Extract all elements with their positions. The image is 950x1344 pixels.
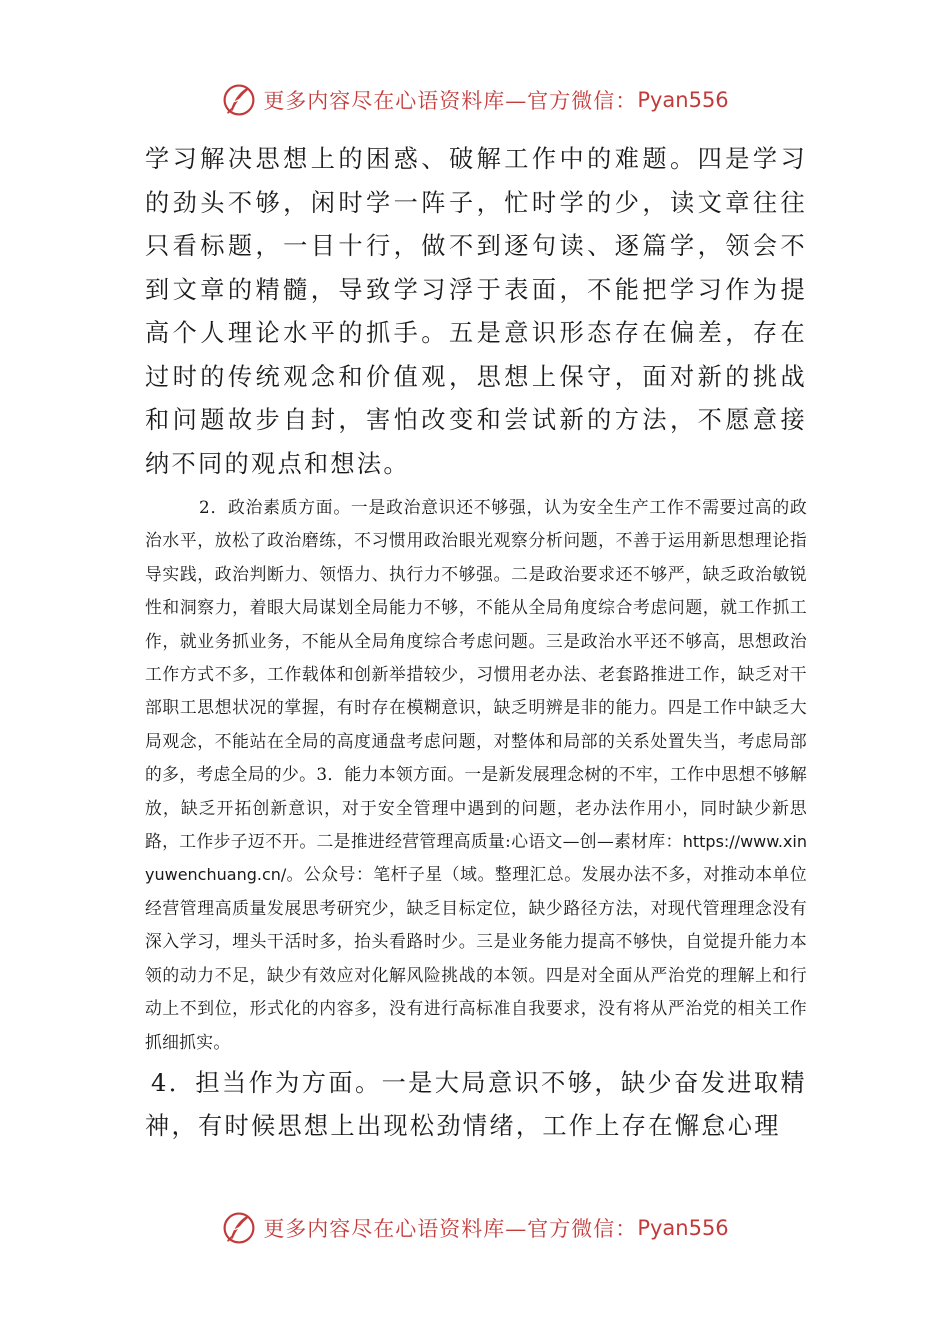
footer-banner-text: 更多内容尽在心语资料库—官方微信： [263, 1217, 638, 1241]
footer-banner [0, 1206, 950, 1250]
footer-wechat-id: Pyan556 [637, 1216, 729, 1240]
header-banner-text: 更多内容尽在心语资料库—官方微信： [263, 89, 638, 113]
document-body [145, 138, 807, 1149]
header-banner [0, 78, 950, 122]
paragraph-learning-issues: 学习解决思想上的困惑、破解工作中的难题。四是学习的劲头不够，闲时学一阵子，忙时学的少，读文章往往只看标题，一目十行，做不到逐句读、逐篇学，领会不到文章的精髓，导致学习浮于表面，不能把学习作为提高个人理论水平的抓手。五是意识形态存在偏差，存在过时的传统观念和价值观，思想上保守，面对新的挑战和问题故步自封，害怕改变和尝试新的方法，不愿意接纳不同的观点和想法。 [145, 145, 807, 478]
website-url: https://www.xinyuwenchuang.cn/ [145, 832, 807, 885]
quill-logo-icon [221, 1210, 257, 1246]
paragraph-political-and-ability [145, 491, 807, 1059]
quill-logo-icon [221, 82, 257, 118]
header-wechat-id: Pyan556 [637, 88, 729, 112]
paragraph-ability-text: 。公众号：笔杆子星（域。整理汇总。发展办法不多，对推动本单位经营管理高质量发展思考研究少，缺乏目标定位，缺少路径方法，对现代管理理念没有深入学习，埋头干活时多，抬头看路时少。三是业务能力提高不够快，自觉提升能力本领的动力不足，缺少有效应对化解风险挑战的本领。四是对全面从严治党的理解上和行动上不到位，形式化的内容多，没有进行高标准自我要求，没有将从严治党的相关工作抓细抓实。 [145, 864, 807, 1052]
paragraph-political-text: 2．政治素质方面。一是政治意识还不够强，认为安全生产工作不需要过高的政治水平，放松了政治磨练，不习惯用政治眼光观察分析问题，不善于运用新思想理论指导实践，政治判断力、领悟力、执行力不够强。二是政治要求还不够严，缺乏政治敏锐性和洞察力，着眼大局谋划全局能力不够，不能从全局角度综合考虑问题，就工作抓工作，就业务抓业务，不能从全局角度综合考虑问题。三是政治水平还不够高，思想政治工作方式不多，工作载体和创新举措较少，习惯用老办法、老套路推进工作，缺乏对干部职工思想状况的掌握，有时存在模糊意识，缺乏明辨是非的能力。四是工作中缺乏大局观念，不能站在全局的高度通盘考虑问题，对整体和局部的关系处置失当，考虑局部的多，考虑全局的少。3．能力本领方面。一是新发展理念树的不牢，工作中思想不够解放，缺乏开拓创新意识，对于安全管理中遇到的问题，老办法作用小，同时缺少新思路，工作步子迈不开。二是推进经营管理高质量:心语文—创—素材库： [145, 497, 807, 852]
paragraph-responsibility: 4．担当作为方面。一是大局意识不够，缺少奋发进取精神，有时候思想上出现松劲情绪，工作上存在懈怠心理 [145, 1068, 807, 1141]
